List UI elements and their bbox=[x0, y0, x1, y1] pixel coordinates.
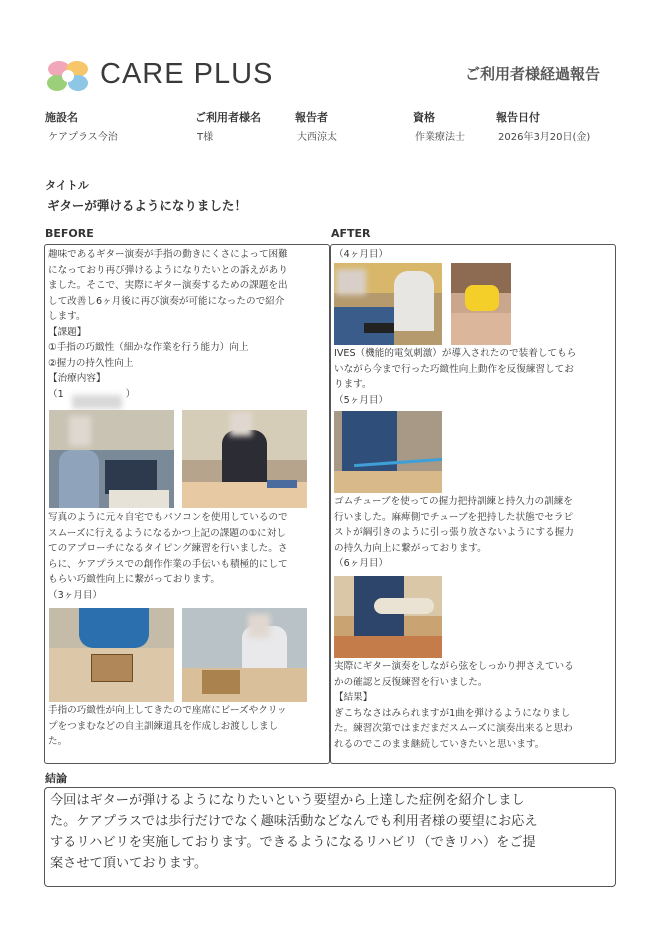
before-label: BEFORE bbox=[45, 227, 94, 240]
photo-typing-practice bbox=[49, 410, 174, 508]
month1-label: （1 ） bbox=[48, 388, 136, 400]
before-intro: 趣味であるギター演奏が手指の動きにくさによって困難 になっており再び弾けるようになりたいとの訴えがあり ました。そこで、実際にギター演奏するための課題を出 して改善し6ヶ月後に再び演奏が可能になったので紹介 します。 【課題】 ①手指の巧緻性（細かな作業を行う能力）向上 ②握力の持久性向上 【治療内容】 （1 ） bbox=[48, 247, 328, 402]
redacted-blur bbox=[72, 395, 122, 409]
photo-craft-work bbox=[182, 410, 307, 508]
title-label: タイトル bbox=[45, 179, 89, 192]
before-text-month3: 手指の巧緻性が向上してきたので座席にビーズやクリッ プをつまむなどの自主訓練道具を作成しお渡ししまし た。 bbox=[48, 705, 287, 747]
after-label: AFTER bbox=[331, 227, 371, 240]
issues-heading: 【課題】 bbox=[48, 326, 87, 338]
after-text-month4: IVES（機能的電気刺激）が導入されたので装着してもら いながら今まで行った巧緻性向上動作を反復練習してお ります。 （5ヶ月目） bbox=[334, 346, 614, 408]
issue-item: ②握力の持久性向上 bbox=[48, 357, 134, 369]
photo-ives-stimulation bbox=[334, 263, 442, 345]
result-heading: 【結果】 bbox=[334, 692, 373, 703]
photo-ives-closeup bbox=[451, 263, 511, 345]
facility-label: 施設名 bbox=[45, 111, 78, 124]
conclusion-text: 今回はギターが弾けるようになりたいという要望から上達した症例を紹介しまし た。ケアプラスでは歩行だけでなく趣味活動などなんでも利用者様の要望にお応え するリハビリを実施しております。できるようになるリハビリ（できリハ）をご提 案させて頂いております。 bbox=[50, 793, 538, 871]
care-plus-logo-icon bbox=[44, 56, 92, 96]
month5-label: （5ヶ月目） bbox=[334, 394, 389, 406]
photo-rubber-tube-training bbox=[334, 411, 442, 493]
conclusion-label: 結論 bbox=[45, 772, 67, 785]
photo-clip-training bbox=[182, 608, 307, 702]
user-label: ご利用者様名 bbox=[195, 111, 261, 124]
photo-beads-training bbox=[49, 608, 174, 702]
photo-guitar-practice bbox=[334, 576, 442, 658]
treatment-heading: 【治療内容】 bbox=[48, 373, 106, 384]
date-label: 報告日付 bbox=[496, 111, 540, 124]
date-value: 2026年3月20日(金) bbox=[498, 132, 591, 143]
reporter-value: 大西涼太 bbox=[297, 132, 337, 143]
month6-label: （6ヶ月目） bbox=[334, 558, 389, 569]
brand-name: CARE PLUS bbox=[100, 58, 274, 90]
user-value: T様 bbox=[197, 132, 214, 143]
facility-value: ケアプラス今治 bbox=[48, 132, 118, 143]
after-text-month6: 実際にギター演奏をしながら弦をしっかり押さえている かの確認と反復練習を行いました。 【結果】 ぎこちなさはみられますが1曲を弾けるようになりまし た。練習次第ではまだまだスムーズに演奏出来ると思わ れるのでこのまま継続していきたいと思います。 bbox=[334, 659, 614, 752]
after-text-month5: ゴムチューブを使っての握力把持訓練と持久力の訓練を 行いました。麻痺側でチューブを把持した状態でセラピ ストが綱引きのように引っ張り放さないようにする握力 の持久力向上に繋がっております。 （6ヶ月目） bbox=[334, 494, 614, 572]
issue-item: ①手指の巧緻性（細かな作業を行う能力）向上 bbox=[48, 342, 249, 353]
qualification-label: 資格 bbox=[413, 111, 435, 124]
reporter-label: 報告者 bbox=[295, 111, 328, 124]
report-title: ご利用者様経過報告 bbox=[465, 65, 601, 83]
month4-label: （4ヶ月目） bbox=[334, 249, 389, 260]
month3-label: （3ヶ月目） bbox=[48, 589, 103, 601]
qualification-value: 作業療法士 bbox=[415, 132, 465, 143]
report-headline: ギターが弾けるようになりました！ bbox=[47, 198, 247, 213]
before-text-month1: 写真のように元々自宅でもパソコンを使用しているので スムーズに行えるようになるかつ上記の課題の①に対し てのアプローチになるタイピング練習を行いました。さ らに、ケアプラスでの創作作業の手伝いも積極的にして もらい巧緻性向上に繋がっております。 （3ヶ月目） bbox=[48, 510, 328, 603]
